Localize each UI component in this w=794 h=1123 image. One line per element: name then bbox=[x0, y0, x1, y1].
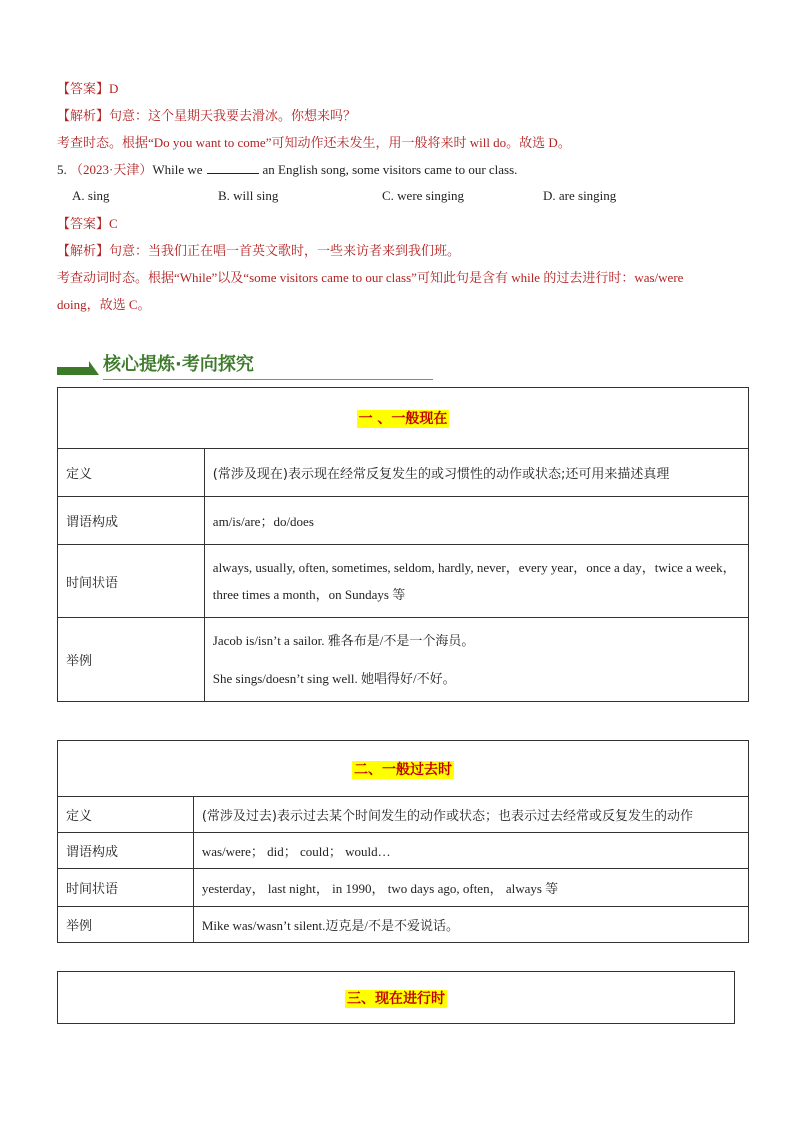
q5-stem-before: While we bbox=[152, 162, 203, 177]
table1-label-example: 举例 bbox=[58, 618, 205, 702]
q5-option-c: C. were singing bbox=[382, 188, 464, 203]
q5-answer: 【答案】C bbox=[57, 216, 118, 231]
table2-label-structure: 谓语构成 bbox=[58, 833, 194, 869]
table1-value-structure: am/is/are；do/does bbox=[204, 497, 748, 545]
table-row bbox=[58, 497, 749, 545]
section-title: 核心提炼·考向探究 bbox=[103, 354, 254, 375]
q5-option-d: D. are singing bbox=[543, 188, 617, 203]
table1-value-adverbials: always, usually, often, sometimes, seldom, hardly, never，every year，once a day，twice a week，three times a month，on Sundays 等 bbox=[204, 545, 748, 618]
table2-value-adverbials: yesterday， last night， in 1990， two days ago, often， always 等 bbox=[193, 869, 748, 907]
q5-stem bbox=[57, 161, 517, 179]
table-row bbox=[58, 907, 749, 943]
table1-value-definition: (常涉及现在)表示现在经常反复发生的或习惯性的动作或状态;还可用来描述真理 bbox=[204, 449, 748, 497]
q5-note-1: 考查动词时态。根据“While”以及“some visitors came to our class”可知此句是含有 while 的过去进行时：was/were bbox=[57, 270, 684, 285]
table-row bbox=[58, 797, 749, 833]
table2-value-example: Mike was/wasn’t silent.迈克是/不是不爱说话。 bbox=[193, 907, 748, 943]
section-arrow-icon bbox=[89, 361, 99, 375]
table2-label-definition: 定义 bbox=[58, 797, 194, 833]
q5-options bbox=[72, 188, 632, 208]
table2-value-definition: (常涉及过去)表示过去某个时间发生的动作或状态；也表示过去经常或反复发生的动作 bbox=[193, 797, 748, 833]
q5-option-a: A. sing bbox=[72, 188, 110, 203]
table1-label-adverbials: 时间状语 bbox=[58, 545, 205, 618]
table1-example-2: She sings/doesn’t sing well. 她唱得好/不好。 bbox=[212, 670, 456, 686]
table1-value-example bbox=[204, 618, 748, 702]
q5-option-b: B. will sing bbox=[218, 188, 279, 203]
q5-blank bbox=[207, 163, 259, 174]
table-simple-past bbox=[57, 740, 749, 943]
table-present-continuous bbox=[57, 971, 735, 1024]
table-row bbox=[58, 833, 749, 869]
q4-note: 考查时态。根据“Do you want to come”可知动作还未发生，用一般将来时 will do。故选 D。 bbox=[57, 135, 571, 150]
table2-label-adverbials: 时间状语 bbox=[58, 869, 194, 907]
q5-number: 5. bbox=[57, 162, 67, 177]
q4-answer: 【答案】D bbox=[57, 81, 119, 96]
table-row bbox=[58, 869, 749, 907]
table1-example-1: Jacob is/isn’t a sailor. 雅各布是/不是一个海员。 bbox=[212, 632, 475, 648]
q5-stem-after: an English song, some visitors came to our class. bbox=[262, 162, 518, 177]
q5-note-2: doing，故选 C。 bbox=[57, 297, 151, 312]
table1-label-definition: 定义 bbox=[58, 449, 205, 497]
table3-heading: 三、现在进行时 bbox=[347, 990, 445, 1007]
table2-value-structure: was/were； did； could； would… bbox=[193, 833, 748, 869]
table-row bbox=[58, 388, 749, 449]
table2-heading: 二、一般过去时 bbox=[354, 761, 452, 778]
q4-analysis: 【解析】句意：这个星期天我要去滑冰。你想来吗？ bbox=[57, 108, 357, 123]
table-row bbox=[58, 972, 735, 1024]
table-row bbox=[58, 545, 749, 618]
section-rule bbox=[103, 379, 433, 380]
table1-label-structure: 谓语构成 bbox=[58, 497, 205, 545]
table2-label-example: 举例 bbox=[58, 907, 194, 943]
table1-heading: 一 、一般现在 bbox=[358, 411, 448, 427]
table-simple-present bbox=[57, 387, 749, 702]
table-row bbox=[58, 449, 749, 497]
q5-source: （2023·天津） bbox=[70, 162, 153, 177]
table-row bbox=[58, 618, 749, 702]
q5-analysis: 【解析】句意：当我们正在唱一首英文歌时，一些来访者来到我们班。 bbox=[57, 243, 461, 258]
table-row bbox=[58, 741, 749, 797]
section-header bbox=[57, 353, 433, 379]
section-bar-icon bbox=[57, 367, 89, 375]
